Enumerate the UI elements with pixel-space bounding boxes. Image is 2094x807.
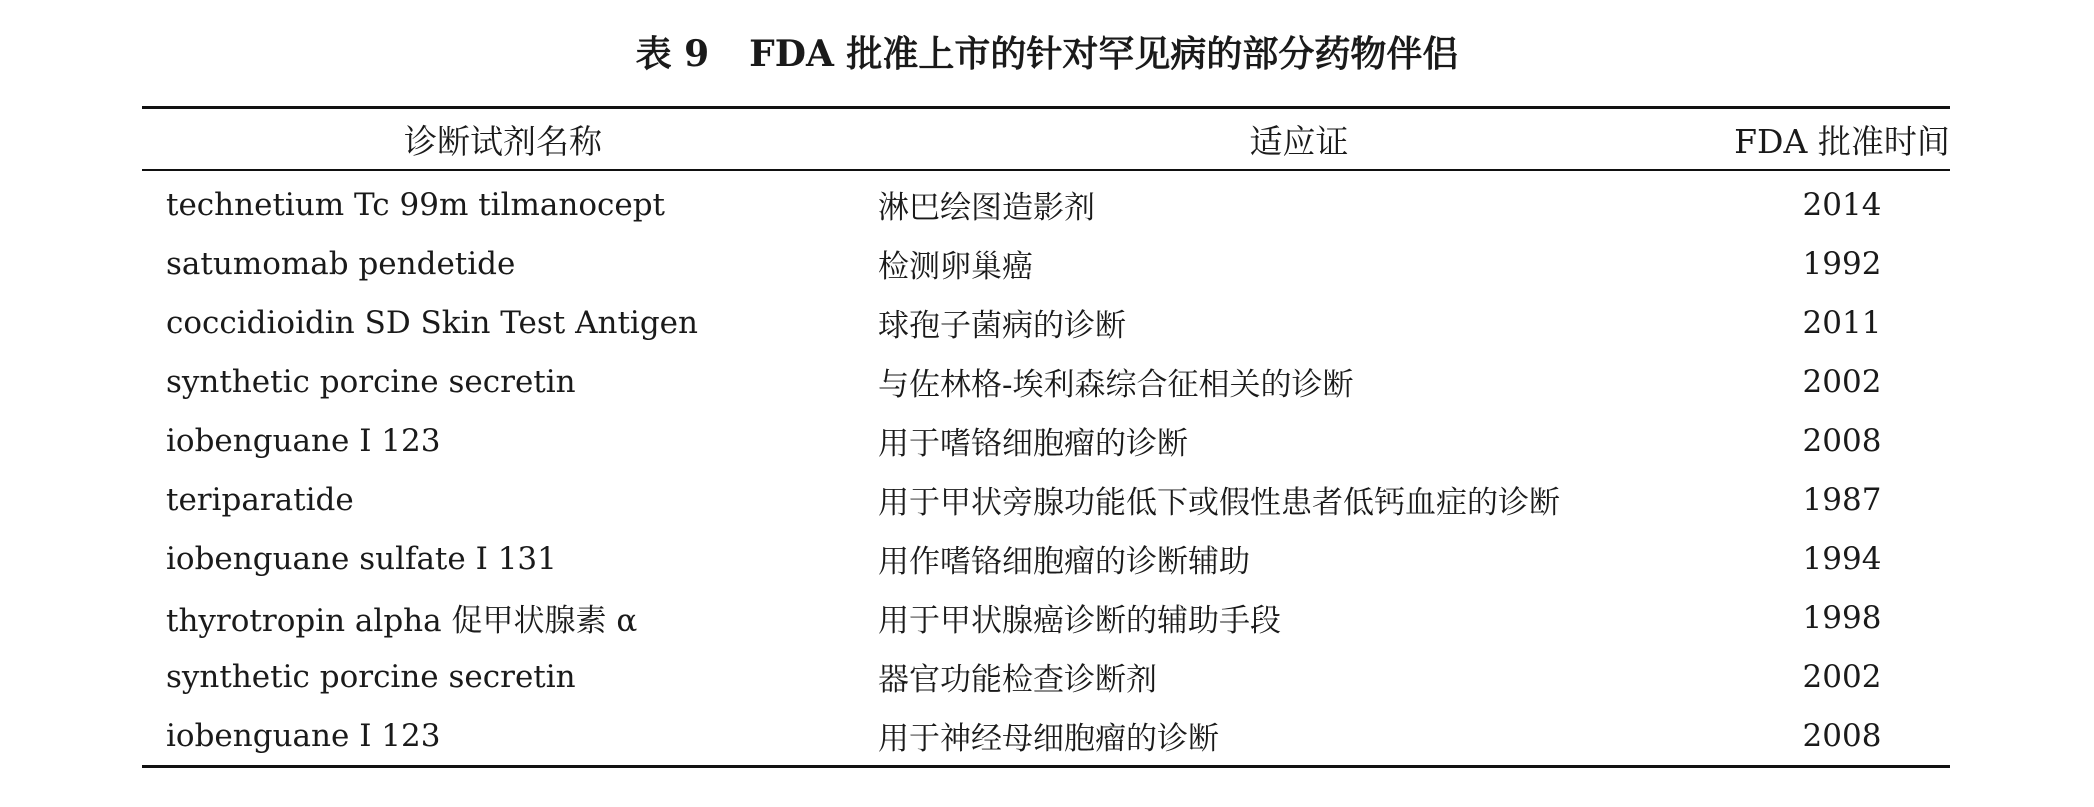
cell-reagent-name: thyrotropin alpha 促甲状腺素 α [166,603,638,639]
cell-indication: 检测卵巢癌 [878,249,1033,285]
cell-indication: 用于神经母细胞瘤的诊断 [878,721,1219,757]
cell-approval-year: 2014 [1802,186,1882,223]
cell-indication: 用于甲状旁腺功能低下或假性患者低钙血症的诊断 [878,485,1560,521]
table-header-row [142,109,1950,171]
cell-indication: 用于甲状腺癌诊断的辅助手段 [878,603,1281,639]
cell-reagent-name: satumomab pendetide [166,245,516,282]
cell-approval-year: 1992 [1802,245,1882,282]
cell-approval-year: 2008 [1802,422,1882,459]
header-reagent-name: 诊断试剂名称 [404,121,602,161]
cell-indication: 用作嗜铬细胞瘤的诊断辅助 [878,544,1250,580]
header-approval-year: FDA 批准时间 [1734,121,1950,161]
table-number: 表 9 [635,33,710,75]
cell-reagent-name: synthetic porcine secretin [166,363,576,400]
table-row [142,529,1950,588]
table-title: FDA 批准上市的针对罕见病的部分药物伴侣 [749,33,1459,75]
table-row [142,175,1950,234]
table-row [142,234,1950,293]
cell-indication: 用于嗜铬细胞瘤的诊断 [878,426,1188,462]
cell-approval-year: 2002 [1802,658,1882,695]
table-caption [0,30,2094,78]
cell-approval-year: 2011 [1802,304,1882,341]
cell-indication: 淋巴绘图造影剂 [878,190,1095,226]
cell-indication: 球孢子菌病的诊断 [878,308,1126,344]
cell-approval-year: 1994 [1802,540,1882,577]
table-row [142,706,1950,765]
data-table [142,106,1950,768]
cell-reagent-name: iobenguane sulfate Ⅰ 131 [166,540,557,577]
cell-approval-year: 2008 [1802,717,1882,754]
cell-reagent-name: synthetic porcine secretin [166,658,576,695]
cell-approval-year: 2002 [1802,363,1882,400]
cell-reagent-name: coccidioidin SD Skin Test Antigen [166,304,698,341]
table-row [142,352,1950,411]
table-row [142,470,1950,529]
cell-approval-year: 1998 [1802,599,1882,636]
cell-indication: 器官功能检查诊断剂 [878,662,1157,698]
table-row [142,293,1950,352]
table-body [142,171,1950,765]
header-indication: 适应证 [1249,121,1349,161]
table-row [142,647,1950,706]
cell-reagent-name: iobenguane Ⅰ 123 [166,717,441,754]
cell-reagent-name: teriparatide [166,481,354,518]
cell-reagent-name: iobenguane Ⅰ 123 [166,422,441,459]
cell-approval-year: 1987 [1802,481,1882,518]
cell-indication: 与佐林格-埃利森综合征相关的诊断 [878,367,1354,403]
table-row [142,588,1950,647]
table-row [142,411,1950,470]
cell-reagent-name: technetium Tc 99m tilmanocept [166,186,666,223]
